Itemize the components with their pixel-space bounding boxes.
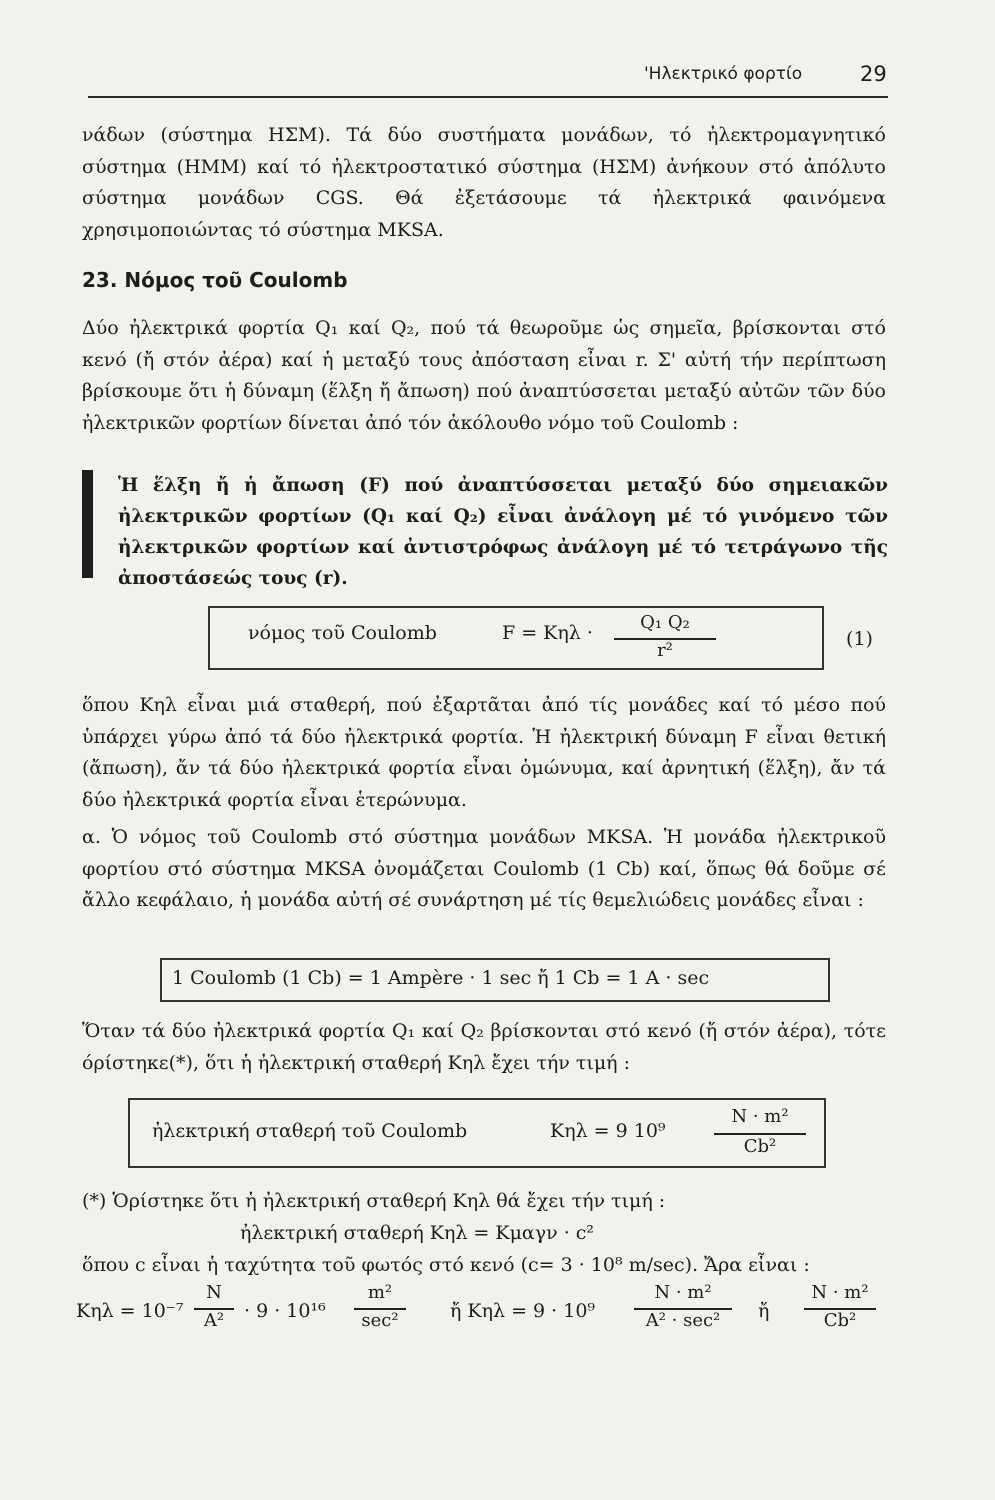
- derivation-c: ἤ Kηλ = 9 · 10⁹: [450, 1300, 596, 1322]
- fraction-denominator: Cb²: [743, 1136, 777, 1157]
- header-rule: [88, 96, 888, 98]
- fraction-numerator: N · m²: [731, 1106, 789, 1127]
- paragraph-units: νάδων (σύστημα ΗΣΜ). Τά δύο συστήματα μονάδων, τό ἠλεκτρομαγνητικό σύστημα (ΗΜΜ) καί τό ἠλεκτροστατικό σύστημα (ΗΣΜ) ἀνήκουν στό ἀπόλυτο σύστημα μονάδων CGS. Θά ἐξετάσουμε τά ἠλεκτρικά φαινόμενα χρησιμοποιώντας τό σύστημα MKSA.: [82, 124, 886, 241]
- footnote-line-1: (*) Ὁρίστηκε ὅτι ἡ ἠλεκτρική σταθερή Kηλ θά ἔχει τήν τιμή :: [82, 1190, 666, 1212]
- footnote-line-3: ὅπου c εἶναι ἡ ταχύτητα τοῦ φωτός στό κενό (c= 3 · 10⁸ m/sec). Ἄρα εἶναι :: [82, 1254, 810, 1276]
- paragraph-constant: ὅπου Kηλ εἶναι μιά σταθερή, πού ἐξαρτᾶται ἀπό τίς μονάδες καί τό μέσο πού ὑπάρχει γύρω ἀπό τά δύο ἠλεκτρικά φορτία. Ἡ ἠλεκτρική δύναμη F εἶναι θετική (ἄπωση), ἄν τά δύο ἠλεκτρικά φορτία εἶναι ὁμώνυμα, καί ἀρνητική (ἕλξη), ἄν τά δύο ἠλεκτρικά φορτία εἶναι ἑτερώνυμα.: [82, 694, 886, 811]
- fraction-denominator: r²: [657, 640, 673, 661]
- paragraph-intro-coulomb: Δύο ἠλεκτρικά φορτία Q₁ καί Q₂, πού τά θεωροῦμε ὡς σημεῖα, βρίσκονται στό κενό (ἤ στόν ἀέρα) καί ἡ μεταξύ τους ἀπόσταση εἶναι r. Σ' αὐτή τήν περίπτωση βρίσκουμε ὅτι ἡ δύναμη (ἕλξη ἤ ἄπωση) πού ἀναπτύσσεται μεταξύ αὐτῶν τῶν δύο ἠλεκτρικῶν φορτίων δίνεται ἀπό τόν ἀκόλουθο νόμο τοῦ Coulomb :: [82, 317, 886, 434]
- electric-constant-box: [128, 1098, 826, 1168]
- fraction-numerator: m²: [367, 1282, 393, 1303]
- fraction-numerator: N · m²: [654, 1282, 712, 1303]
- derivation-d: ἤ: [758, 1300, 770, 1322]
- fraction-line: [714, 1133, 806, 1135]
- running-header: 'Ηλεκτρικό φορτίο: [644, 64, 803, 84]
- fraction-denominator: Cb²: [823, 1310, 857, 1331]
- coulomb-law-label: νόμος τοῦ Coulomb: [248, 622, 437, 644]
- fraction-denominator: A²: [203, 1310, 225, 1331]
- page-number: 29: [860, 62, 887, 86]
- fraction-numerator: N · m²: [811, 1282, 869, 1303]
- coulomb-law-statement: Ἡ ἕλξη ἤ ἡ ἄπωση (F) πού ἀναπτύσσεται μεταξύ δύο σημειακῶν ἠλεκτρικῶν φορτίων (Q₁ καί Q₂) εἶναι ἀνάλογη μέ τό γινόμενο τῶν ἠλεκτρικῶν φορτίων καί ἀντιστρόφως ἀνάλογη μέ τό τετράγωνο τῆς ἀποστάσεώς τους (r).: [118, 475, 888, 589]
- paragraph-vacuum: Ὅταν τά δύο ἠλεκτρικά φορτία Q₁ καί Q₂ βρίσκονται στό κενό (ἤ στόν ἀέρα), τότε όρίστηκε(*), ὅτι ἡ ἠλεκτρική σταθερή Kηλ ἔχει τήν τιμή :: [82, 1020, 886, 1074]
- equation-number: (1): [846, 628, 873, 650]
- footnote-line-2: ἠλεκτρική σταθερή Kηλ = Kμαγν · c²: [240, 1222, 595, 1244]
- coulomb-unit-formula: 1 Coulomb (1 Cb) = 1 Ampère · 1 sec ἤ 1 Cb = 1 A · sec: [172, 967, 710, 989]
- derivation-a: Kηλ = 10⁻⁷: [76, 1300, 184, 1322]
- fraction-denominator: A² · sec²: [645, 1310, 721, 1331]
- derivation-b: · 9 · 10¹⁶: [244, 1300, 326, 1322]
- emphasis-bar: [82, 470, 93, 578]
- coulomb-law-lhs: F = Kηλ ·: [502, 622, 593, 644]
- fraction-numerator: N: [206, 1282, 222, 1303]
- fraction-denominator: sec²: [361, 1310, 399, 1331]
- electric-constant-lhs: Kηλ = 9 10⁹: [550, 1120, 666, 1142]
- fraction-numerator: Q₁ Q₂: [640, 612, 690, 633]
- coulomb-unit-box: [160, 958, 830, 1002]
- section-heading: 23. Νόμος τοῦ Coulomb: [82, 268, 348, 292]
- paragraph-mksa: α. Ὁ νόμος τοῦ Coulomb στό σύστημα μονάδων MKSA. Ἡ μονάδα ἠλεκτρικοῦ φορτίου στό σύστημα MKSA ὀνομάζεται Coulomb (1 Cb) καί, ὅπως θά δοῦμε σέ ἄλλο κεφάλαιο, ἡ μονάδα αὐτή σέ συνάρτηση μέ τίς θεμελιώδεις μονάδες εἶναι :: [82, 826, 886, 911]
- electric-constant-label: ἠλεκτρική σταθερή τοῦ Coulomb: [152, 1120, 468, 1142]
- coulomb-law-box: [208, 606, 824, 670]
